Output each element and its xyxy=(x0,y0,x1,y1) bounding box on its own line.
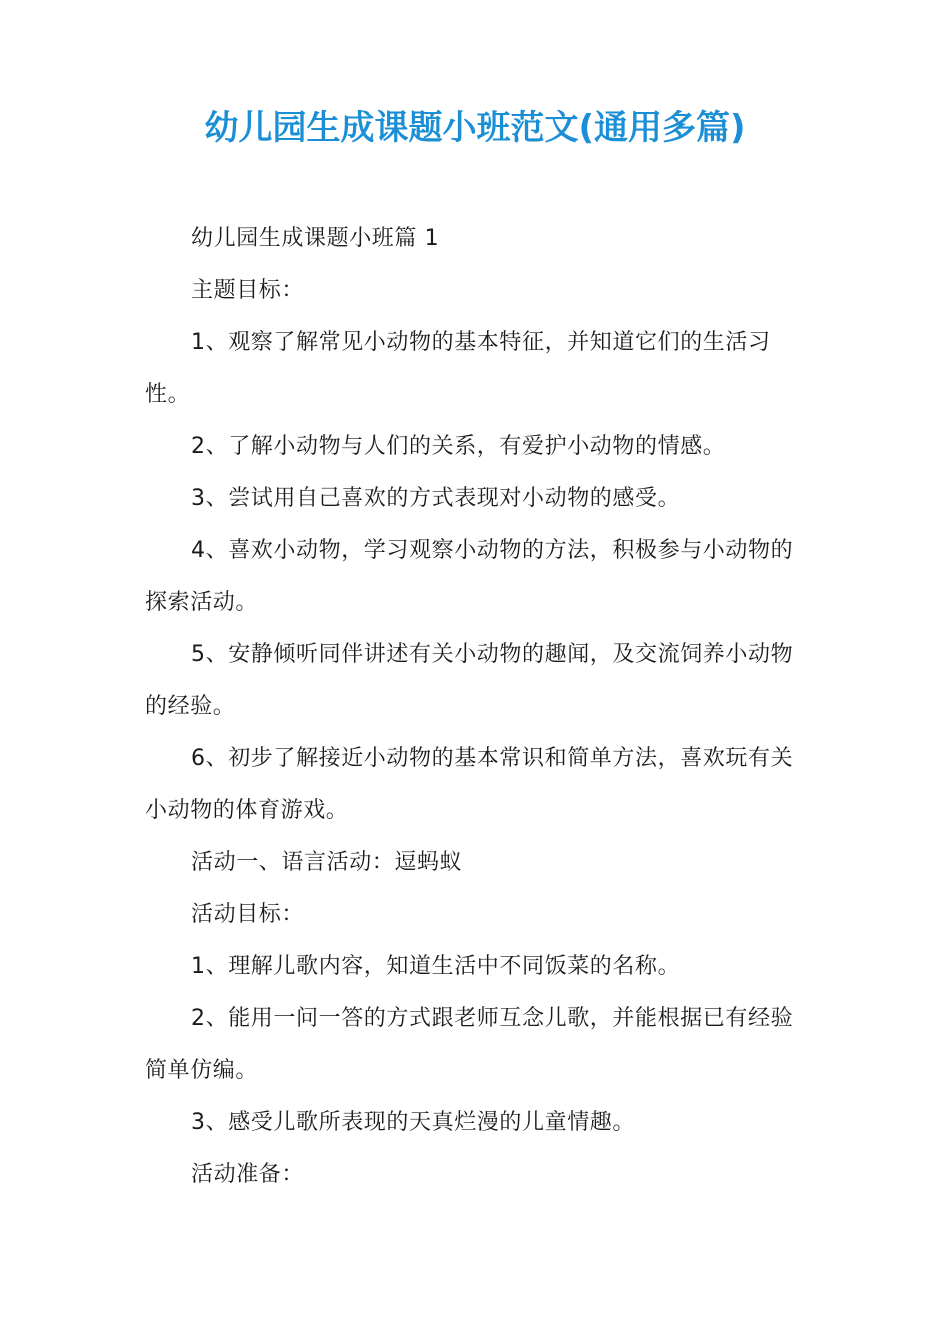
goal-item-1: 1、观察了解常见小动物的基本特征，并知道它们的生活习性。 xyxy=(145,330,771,407)
goal-item-4: 4、喜欢小动物，学习观察小动物的方法，积极参与小动物的探索活动。 xyxy=(145,538,794,615)
activity-goal-1: 1、理解儿歌内容，知道生活中不同饭菜的名称。 xyxy=(191,954,681,979)
subheading-preparation: 活动准备： xyxy=(191,1162,305,1187)
section-heading: 幼儿园生成课题小班篇 1 xyxy=(191,226,440,251)
document-title: 幼儿园生成课题小班范文(通用多篇) xyxy=(204,108,746,148)
subheading-goals: 主题目标： xyxy=(191,278,305,303)
goal-item-3: 3、尝试用自己喜欢的方式表现对小动物的感受。 xyxy=(191,486,681,511)
goal-item-2: 2、了解小动物与人们的关系，有爱护小动物的情感。 xyxy=(191,434,726,459)
subheading-activity-goals: 活动目标： xyxy=(191,902,305,927)
activity-goal-2: 2、能用一问一答的方式跟老师互念儿歌，并能根据已有经验简单仿编。 xyxy=(145,1006,794,1083)
goal-item-5: 5、安静倾听同伴讲述有关小动物的趣闻，及交流饲养小动物的经验。 xyxy=(145,642,794,719)
activity-goal-3: 3、感受儿歌所表现的天真烂漫的儿童情趣。 xyxy=(191,1110,635,1135)
activity-heading: 活动一、语言活动：逗蚂蚁 xyxy=(191,850,463,875)
document-body xyxy=(145,223,805,1211)
goal-item-6: 6、初步了解接近小动物的基本常识和简单方法，喜欢玩有关小动物的体育游戏。 xyxy=(145,746,794,823)
